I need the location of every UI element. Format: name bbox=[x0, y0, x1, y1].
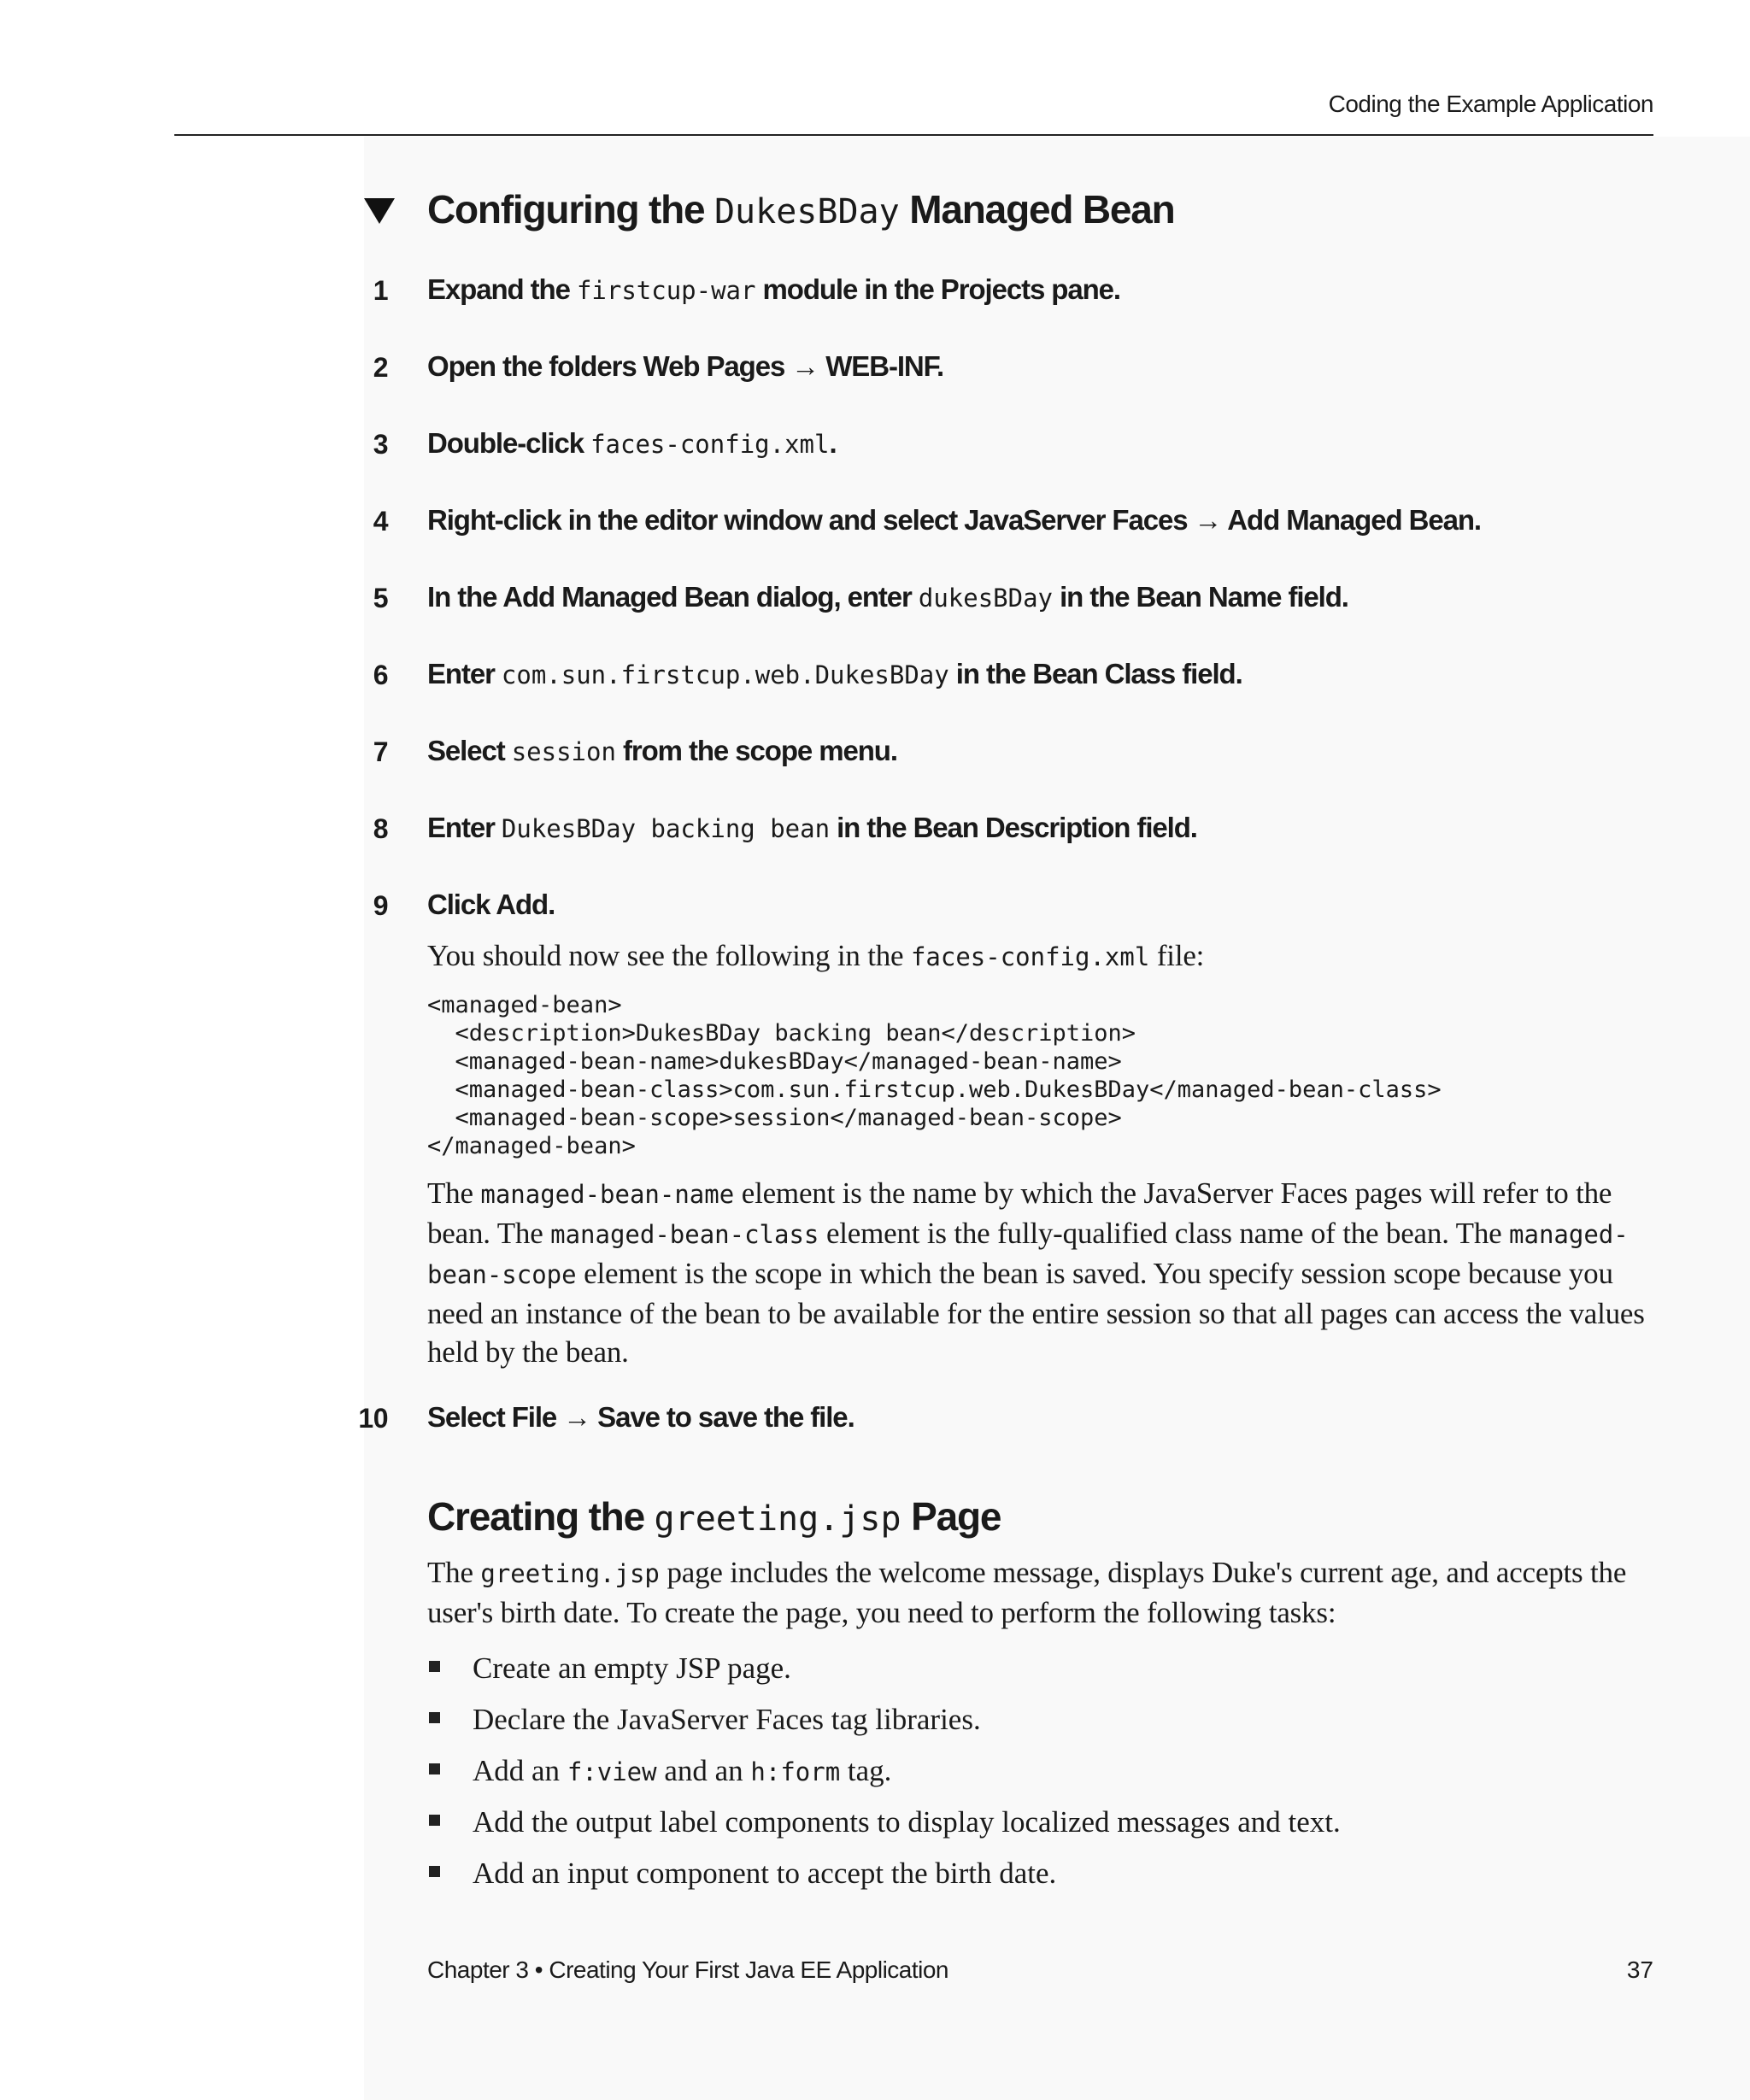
task-list bbox=[427, 1649, 1341, 1905]
step-number: 3 bbox=[373, 429, 388, 460]
step-8: Enter DukesBDay backing bean in the Bean Description field. bbox=[427, 812, 1197, 843]
code-block: <managed-bean> <description>DukesBDay backing bean</description> <managed-bean-name>dukesBDay</managed-bean-name> <managed-bean-class>com.sun.firstcup.web.DukesBDay</managed-bean-class> <managed-bean-scope>session</managed-bean-scope> </managed-bean> bbox=[427, 992, 1442, 1159]
title-code: greeting.jsp bbox=[654, 1499, 901, 1539]
footer-chapter: Chapter 3 • Creating Your First Java EE Application bbox=[427, 1956, 948, 1983]
step-7: Select session from the scope menu. bbox=[427, 735, 897, 766]
step-6: Enter com.sun.firstcup.web.DukesBDay in the Bean Class field. bbox=[427, 658, 1242, 689]
list-item: Declare the JavaServer Faces tag libraries. bbox=[427, 1700, 1341, 1751]
step-9: Click Add. bbox=[427, 889, 555, 920]
explanation-paragraph: The managed-bean-name element is the name by which the JavaServer Faces pages will refer to the bean. The managed-bean-class element is the fully-qualified class name of the bean. The managed-bean-scope element is the scope in which the bean is saved. You specify session scope because you need an instance of the bean to be available for the entire session so that all pages can access the values held by the bean. bbox=[427, 1176, 1645, 1369]
step-4: Right-click in the editor window and select JavaServer Faces → Add Managed Bean. bbox=[427, 504, 1481, 536]
list-item: Create an empty JSP page. bbox=[427, 1649, 1341, 1700]
section-title-creating: Creating the greeting.jsp Page bbox=[427, 1494, 1001, 1539]
running-head: Coding the Example Application bbox=[1328, 91, 1653, 117]
step-2: Open the folders Web Pages → WEB-INF. bbox=[427, 350, 944, 382]
bullet-square-icon bbox=[429, 1866, 440, 1877]
step-number: 10 bbox=[358, 1403, 388, 1434]
task-triangle-icon bbox=[364, 198, 395, 224]
list-item: Add an f:view and an h:form tag. bbox=[427, 1751, 1341, 1803]
step-number: 1 bbox=[373, 275, 388, 306]
step-number: 5 bbox=[373, 583, 388, 613]
section-title-configuring: Configuring the DukesBDay Managed Bean bbox=[427, 187, 1175, 232]
step-5: In the Add Managed Bean dialog, enter dukesBDay in the Bean Name field. bbox=[427, 581, 1348, 613]
list-item: Add an input component to accept the birth date. bbox=[427, 1854, 1341, 1905]
header-rule bbox=[174, 134, 1653, 136]
list-item: Add the output label components to display localized messages and text. bbox=[427, 1803, 1341, 1854]
step-10: Select File → Save to save the file. bbox=[427, 1401, 854, 1433]
step-1: Expand the firstcup-war module in the Projects pane. bbox=[427, 273, 1120, 305]
step-number: 4 bbox=[373, 506, 388, 537]
bullet-square-icon bbox=[429, 1815, 440, 1826]
bullet-square-icon bbox=[429, 1712, 440, 1723]
bullet-square-icon bbox=[429, 1661, 440, 1672]
page-number: 37 bbox=[1626, 1956, 1653, 1983]
step-3: Double-click faces-config.xml. bbox=[427, 427, 837, 459]
step-number: 6 bbox=[373, 660, 388, 690]
step-9-intro: You should now see the following in the faces-config.xml file: bbox=[427, 939, 1205, 972]
step-number: 9 bbox=[373, 890, 388, 921]
step-number: 8 bbox=[373, 813, 388, 844]
step-number: 7 bbox=[373, 736, 388, 767]
step-number: 2 bbox=[373, 352, 388, 383]
title-code: DukesBDay bbox=[714, 192, 900, 232]
bullet-square-icon bbox=[429, 1763, 440, 1774]
section-intro: The greeting.jsp page includes the welcome message, displays Duke's current age, and accepts the user's birth date. To create the page, you need to perform the following tasks: bbox=[427, 1556, 1627, 1629]
